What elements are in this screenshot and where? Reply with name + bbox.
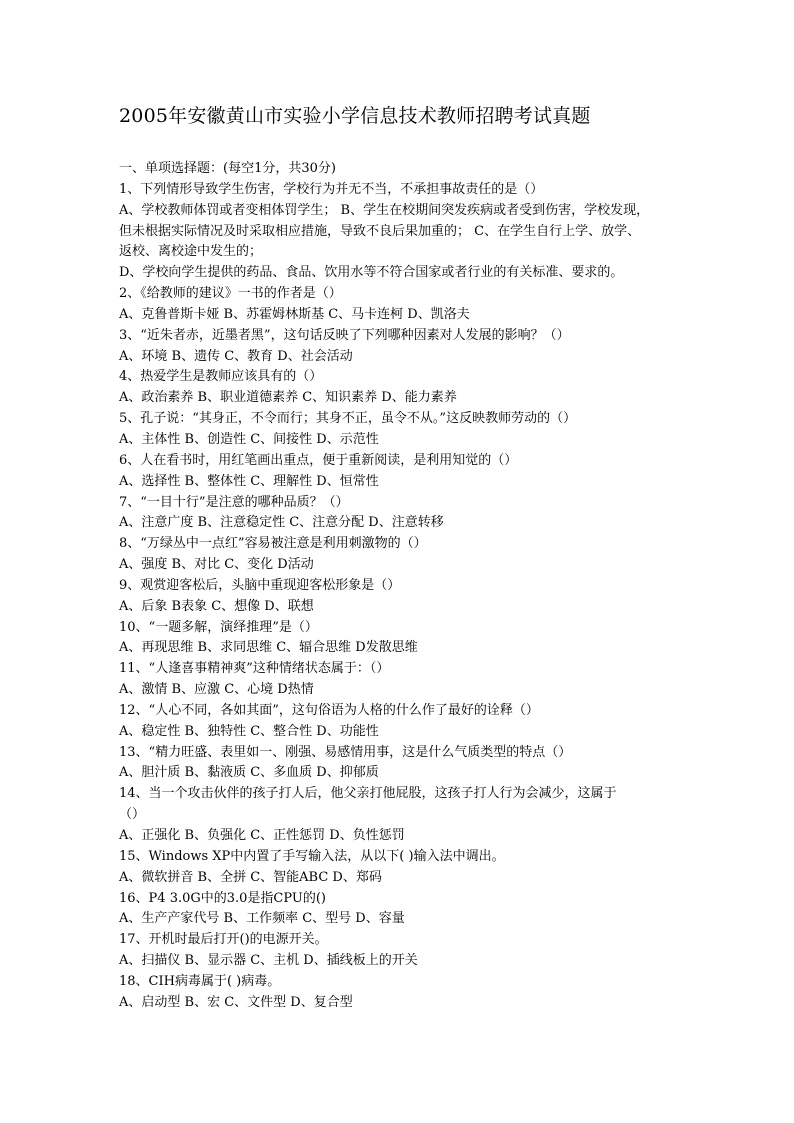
text-line: A、主体性 B、创造性 C、间接性 D、示范性: [119, 431, 379, 447]
text-line: （）: [119, 807, 146, 823]
text-line: A、扫描仪 B、显示器 C、主机 D、插线板上的开关: [119, 953, 418, 969]
text-line: A、选择性 B、整体性 C、理解性 D、恒常性: [119, 473, 379, 489]
text-line: 4、热爱学生是教师应该具有的（）: [119, 369, 323, 385]
text-line: 18、CIH病毒属于( )病毒。: [119, 973, 281, 989]
text-line: A、政治素养 B、职业道德素养 C、知识素养 D、能力素养: [119, 390, 457, 406]
text-line: 12、“人心不同，各如其面”，这句俗语为人格的什么作了最好的诠释（）: [119, 702, 539, 718]
text-line: 10、“一题多解，演绎推理”是（）: [119, 619, 318, 635]
text-line: A、启动型 B、宏 C、文件型 D、复合型: [119, 994, 353, 1010]
text-line: 15、Windows XP中内置了手写输入法，从以下( )输入法中调出。: [119, 848, 505, 864]
text-line: 7、“一目十行”是注意的哪种品质？（）: [119, 494, 349, 510]
text-line: A、克鲁普斯卡娅 B、苏霍姆林斯基 C、马卡连柯 D、凯洛夫: [119, 306, 470, 322]
text-line: 3、“近朱者赤，近墨者黑”，这句话反映了下列哪种因素对人发展的影响？（）: [119, 327, 570, 343]
text-line: 13、“精力旺盛、表里如一、刚强、易感情用事，这是什么气质类型的特点（）: [119, 744, 572, 760]
text-line: 1、下列情形导致学生伤害，学校行为并无不当，不承担事故责任的是（）: [119, 181, 544, 197]
text-line: A、微软拼音 B、全拼 C、智能ABC D、郑码: [119, 869, 382, 885]
text-line: A、正强化 B、负强化 C、正性惩罚 D、负性惩罚: [119, 828, 405, 843]
text-line: 一、单项选择题：(每空1分，共30分): [119, 161, 336, 176]
text-line: 11、“人逢喜事精神爽”这种情绪状态属于：（）: [119, 661, 390, 677]
text-line: D、学校向学生提供的药品、食品、饮用水等不符合国家或者行业的有关标准、要求的。: [119, 265, 624, 281]
text-line: A、后象 B表象 C、想像 D、联想: [119, 598, 314, 614]
text-line: 9、观赏迎客松后，头脑中重现迎客松形象是（）: [119, 577, 401, 593]
document-body: [119, 159, 691, 1014]
text-line: A、再现思维 B、求同思维 C、辐合思维 D发散思维: [119, 640, 418, 656]
text-line: 8、“万绿丛中一点红”容易被注意是利用刺激物的（）: [119, 536, 427, 552]
text-line: A、环境 B、遗传 C、教育 D、社会活动: [119, 348, 353, 364]
text-line: 6、人在看书时，用红笔画出重点，便于重新阅读，是利用知觉的（）: [119, 452, 518, 468]
text-line: 16、P4 3.0G中的3.0是指CPU的(): [119, 890, 326, 906]
text-line: 2、《给教师的建议》一书的作者是（）: [119, 286, 342, 302]
text-line: 返校、离校途中发生的；: [119, 244, 263, 260]
text-line: A、激情 B、应激 C、心境 D热情: [119, 682, 314, 698]
text-line: A、强度 B、对比 C、变化 D活动: [119, 557, 314, 573]
document-title: 2005年安徽黄山市实验小学信息技术教师招聘考试真题: [119, 105, 591, 127]
text-line: A、稳定性 B、独特性 C、整合性 D、功能性: [119, 723, 379, 739]
text-line: A、生产产家代号 B、工作频率 C、型号 D、容量: [119, 911, 405, 927]
text-line: 14、当一个攻击伙伴的孩子打人后，他父亲打他屁股，这孩子打人行为会减少，这属于: [119, 786, 617, 802]
text-line: A、注意广度 B、注意稳定性 C、注意分配 D、注意转移: [119, 515, 444, 531]
text-line: 5、孔子说：“其身正，不令而行；其身不正，虽令不从。”这反映教师劳动的（）: [119, 411, 577, 427]
text-line: A、学校教师体罚或者变相体罚学生； B、学生在校期间突发疾病或者受到伤害，学校发现，: [119, 202, 650, 218]
text-line: A、胆汁质 B、黏液质 C、多血质 D、抑郁质: [119, 765, 379, 781]
text-line: 17、开机时最后打开()的电源开关。: [119, 932, 328, 948]
text-line: 但未根据实际情况及时采取相应措施，导致不良后果加重的； C、在学生自行上学、放学、: [119, 223, 641, 239]
